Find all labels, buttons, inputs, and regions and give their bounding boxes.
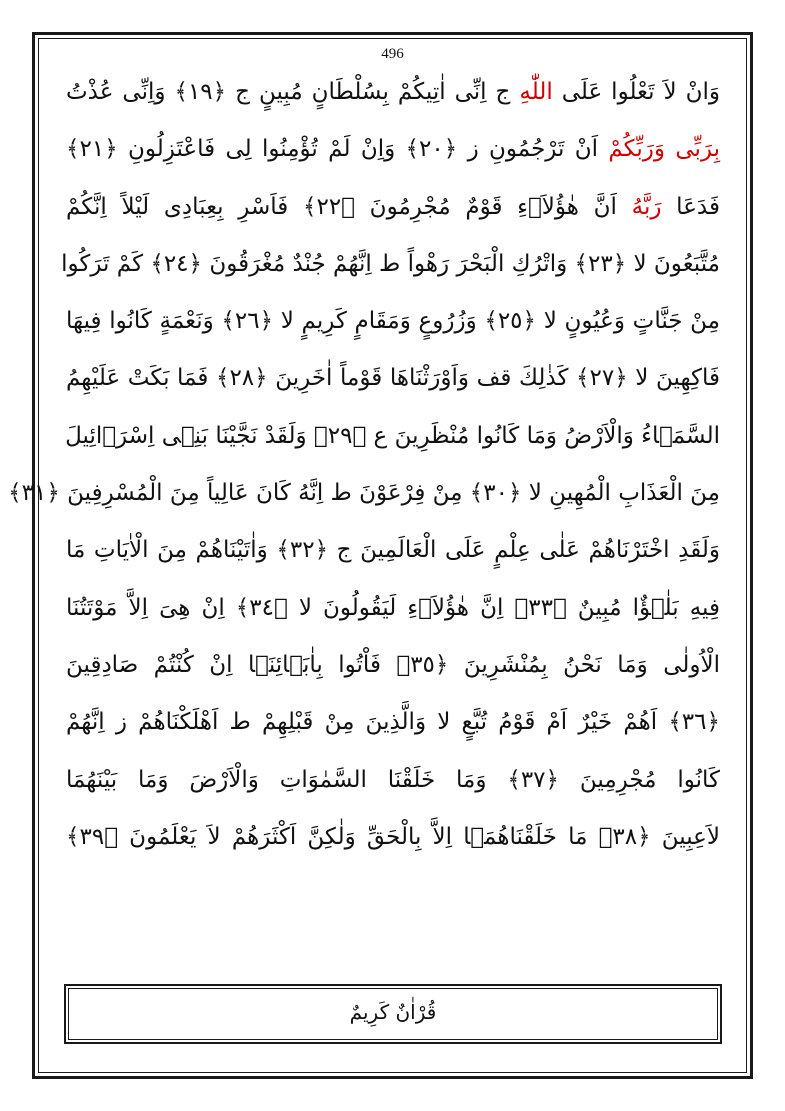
verse-line bbox=[66, 522, 720, 579]
footer-caption: قُرْاٰنٌ كَرِيمٌ bbox=[349, 1000, 437, 1024]
verse-line bbox=[66, 694, 720, 751]
verse-segment-highlight: بِرَبِّى وَرَبِّكُمْ bbox=[608, 136, 720, 163]
verse-segment: لاَعِبِينَ ﴿٣٨﴾ مَا خَلَقْنَاهُمَۤا اِلاَّ بِالْحَقِّ وَلٰكِنَّ اَكْثَرَهُمْ لاَ يَعْلَمُونَ ﴿٣٩﴾ bbox=[66, 823, 720, 850]
verse-line bbox=[66, 809, 720, 866]
verse-line bbox=[66, 637, 720, 694]
verse-line bbox=[66, 580, 720, 637]
verse-segment: مُتَّبَعُونَ لا ﴿٢٣﴾ وَاتْرُكِ الْبَحْرَ رَهْواً ط اِنَّهُمْ جُنْدٌ مُغْرَقُونَ ﴿٢٤﴾ كَمْ تَرَكُوا bbox=[61, 250, 720, 277]
verse-line bbox=[61, 236, 720, 293]
verse-line bbox=[8, 465, 720, 522]
verse-segment: السَّمَۤاءُ وَالْاَرْضُ وَمَا كَانُوا مُنْظَرِينَ ع ﴿٢٩﴾ وَلَقَدْ نَجَّيْنَا بَنِۤى اِسْرَۤائِيلَ bbox=[65, 422, 720, 449]
verse-segment: كَانُوا مُجْرِمِينَ ﴿٣٧﴾ وَمَا خَلَقْنَا السَّمٰوَاتِ وَالْاَرْضَ وَمَا بَيْنَهُمَا bbox=[66, 766, 720, 793]
verse-line bbox=[66, 179, 720, 236]
verse-line bbox=[66, 121, 720, 178]
verse-segment: اَنْ تَرْجُمُونِ ز ﴿٢٠﴾ وَاِنْ لَمْ تُؤْمِنُوا لِى فَاعْتَزِلُونِ ﴿٢١﴾ bbox=[66, 136, 609, 163]
verse-segment: فَاكِهِينَ لا ﴿٢٧﴾ كَذٰلِكَ قف وَاَوْرَثْنَاهَا قَوْماً اٰخَرِينَ ﴿٢٨﴾ فَمَا بَكَتْ عَلَيْهِمُ bbox=[66, 365, 720, 392]
verse-segment-highlight: رَبَّهُ bbox=[631, 193, 662, 220]
verse-line bbox=[66, 64, 720, 121]
verse-segment: وَانْ لاَ تَعْلُوا عَلَى bbox=[552, 79, 721, 105]
verse-segment: مِنْ جَنَّاتٍ وَعُيُونٍ لا ﴿٢٥﴾ وَزُرُوعٍ وَمَقَامٍ كَرِيمٍ لا ﴿٢٦﴾ وَنَعْمَةٍ كَانُوا فِيهَا bbox=[66, 308, 720, 335]
verse-line bbox=[66, 408, 720, 465]
verse-segment: ج اِنِّى اٰتِيكُمْ بِسُلْطَانٍ مُبِينٍ ج ﴿١٩﴾ وَاِنِّى عُذْتُ bbox=[66, 79, 520, 105]
verse-segment-highlight: اللّٰهِ bbox=[519, 79, 553, 105]
verse-line bbox=[66, 350, 720, 407]
verse-segment: ﴿٣٦﴾ اَهُمْ خَيْرٌ اَمْ قَوْمُ تُبَّعٍ لا وَالَّذِينَ مِنْ قَبْلِهِمْ ط اَهْلَكْنَاهُمْ ز اِنَّهُمْ bbox=[66, 709, 720, 736]
verse-text-block bbox=[8, 64, 721, 866]
verse-segment: اَنَّ هٰؤُلاَۤءِ قَوْمٌ مُجْرِمُونَ ﴿٢٢﴾ فَاَسْرِ بِعِبَادِى لَيْلاً اِنَّكُمْ bbox=[66, 193, 632, 220]
page-number: 496 bbox=[381, 46, 404, 62]
verse-segment: وَلَقَدِ اخْتَرْنَاهُمْ عَلٰى عِلْمٍ عَلَى الْعَالَمِينَ ج ﴿٣٢﴾ وَاٰتَيْنَاهُمْ مِنَ الْاٰيَاتِ مَا bbox=[66, 537, 721, 564]
footer-box bbox=[64, 984, 722, 1044]
verse-line bbox=[66, 752, 720, 809]
verse-segment: الْاُولٰى وَمَا نَحْنُ بِمُنْشَرِينَ ﴿٣٥﴾ فَاْتُوا بِاٰبَۤائِنَۤا اِنْ كُنْتُمْ صَادِقِينَ bbox=[66, 651, 720, 678]
verse-segment: مِنَ الْعَذَابِ الْمُهِينِ لا ﴿٣٠﴾ مِنْ فِرْعَوْنَ ط اِنَّهُ كَانَ عَالِياً مِنَ الْمُسْرِفِينَ ﴿٣١﴾ bbox=[8, 480, 720, 507]
verse-line bbox=[66, 293, 720, 350]
verse-segment: فِيهِ بَلٰۤؤٌا مُبِينٌ ﴿٣٣﴾ اِنَّ هٰؤُلاَۤءِ لَيَقُولُونَ لا ﴿٣٤﴾ اِنْ هِىَ اِلاَّ مَوْتَتُنَا bbox=[66, 594, 720, 621]
verse-segment: فَدَعَا bbox=[661, 193, 720, 220]
